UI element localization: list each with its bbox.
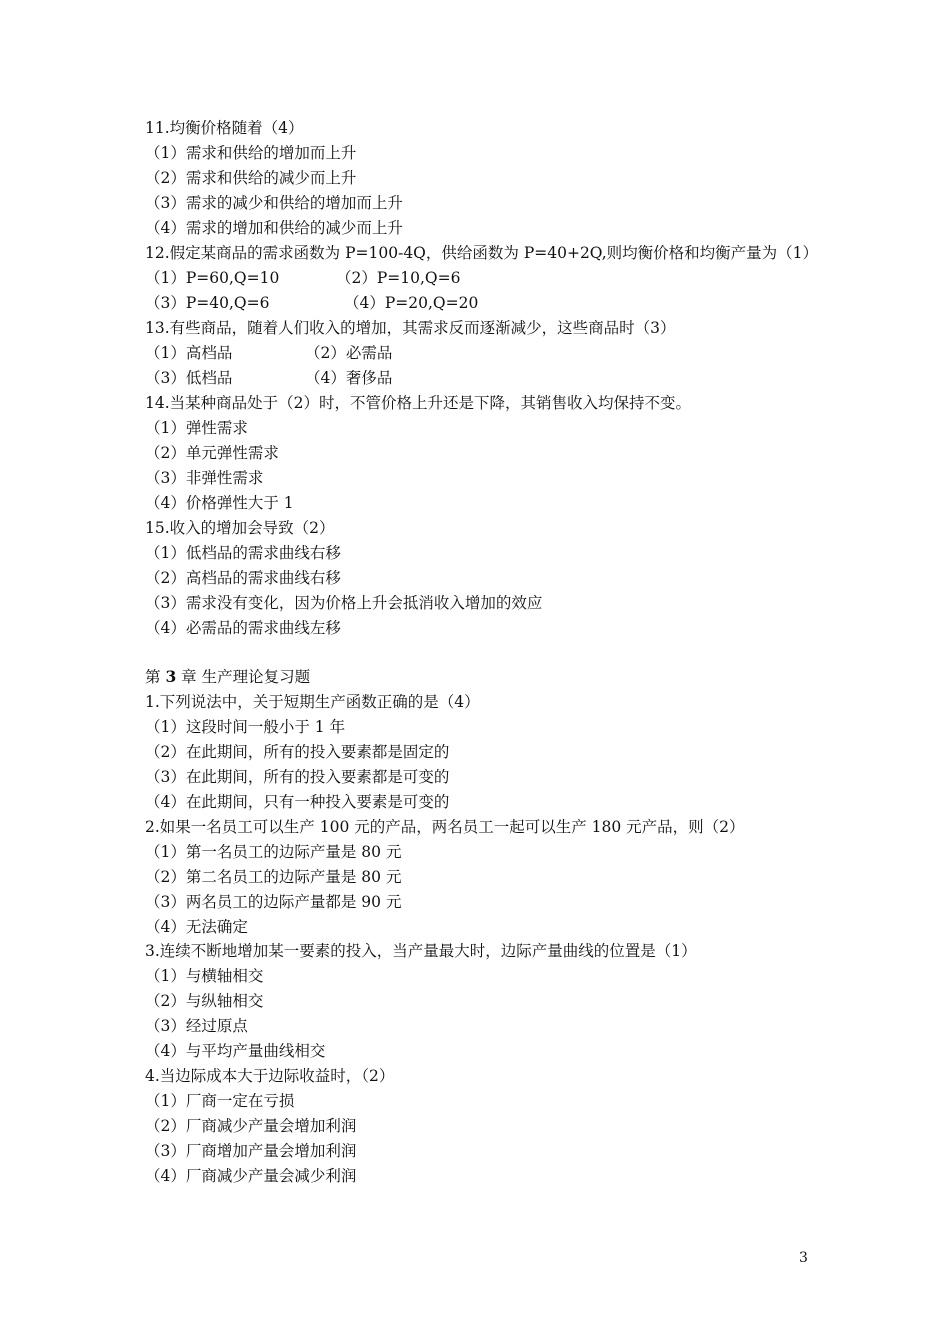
q11-option-4: （4）需求的增加和供给的减少而上升: [145, 219, 403, 237]
ch3-q1-option-1: （1）这段时间一般小于 1 年: [145, 718, 346, 736]
ch3-q1-option-3: （3）在此期间，所有的投入要素都是可变的: [145, 768, 450, 786]
q13-option-4: （4）奢侈品: [305, 369, 393, 387]
ch3-q1-option-4: （4）在此期间，只有一种投入要素是可变的: [145, 793, 450, 811]
q13-option-1: （1）高档品: [145, 344, 233, 362]
q15-option-3: （3）需求没有变化，因为价格上升会抵消收入增加的效应: [145, 594, 543, 612]
ch3-q3-option-4: （4）与平均产量曲线相交: [145, 1042, 326, 1060]
q13-option-2: （2）必需品: [305, 344, 393, 362]
q14-option-3: （3）非弹性需求: [145, 469, 264, 487]
chapter-heading: [145, 667, 310, 687]
q11-option-1: （1）需求和供给的增加而上升: [145, 144, 357, 162]
ch3-question-3: 3.连续不断地增加某一要素的投入，当产量最大时，边际产量曲线的位置是（1）: [145, 942, 697, 960]
ch3-question-4: 4.当边际成本大于边际收益时，（2）: [145, 1067, 395, 1085]
question-13: 13.有些商品，随着人们收入的增加，其需求反而逐渐减少，这些商品时（3）: [145, 319, 676, 337]
question-14: 14.当某种商品处于（2）时，不管价格上升还是下降，其销售收入均保持不变。: [145, 394, 692, 412]
q15-option-2: （2）高档品的需求曲线右移: [145, 569, 341, 587]
ch3-q1-option-2: （2）在此期间，所有的投入要素都是固定的: [145, 743, 450, 761]
ch3-question-1: 1.下列说法中，关于短期生产函数正确的是（4）: [145, 693, 480, 711]
q12-option-4: （4）P=20,Q=20: [344, 294, 479, 312]
ch3-question-2: 2.如果一名员工可以生产 100 元的产品，两名员工一起可以生产 180 元产品，则（2）: [145, 818, 745, 836]
ch3-q2-option-4: （4）无法确定: [145, 918, 248, 936]
ch3-q3-option-2: （2）与纵轴相交: [145, 992, 264, 1010]
q13-option-3: （3）低档品: [145, 369, 233, 387]
chapter-heading-number: 3: [165, 667, 177, 686]
question-15: 15.收入的增加会导致（2）: [145, 519, 335, 537]
ch3-q4-option-2: （2）厂商减少产量会增加利润: [145, 1117, 357, 1135]
q14-option-1: （1）弹性需求: [145, 419, 248, 437]
page-number: 3: [799, 1250, 808, 1266]
chapter-heading-suffix: 章 生产理论复习题: [176, 668, 311, 686]
ch3-q3-option-3: （3）经过原点: [145, 1017, 248, 1035]
ch3-q2-option-2: （2）第二名员工的边际产量是 80 元: [145, 868, 402, 886]
chapter-heading-prefix: 第: [145, 668, 166, 686]
question-12: 12.假定某商品的需求函数为 P=100-4Q，供给函数为 P=40+2Q,则均衡价格和均衡产量为（1）: [145, 244, 819, 262]
ch3-q4-option-3: （3）厂商增加产量会增加利润: [145, 1142, 357, 1160]
ch3-q4-option-1: （1）厂商一定在亏损: [145, 1092, 295, 1110]
q15-option-4: （4）必需品的需求曲线左移: [145, 619, 341, 637]
q12-option-1: （1）P=60,Q=10: [145, 269, 280, 287]
ch3-q2-option-3: （3）两名员工的边际产量都是 90 元: [145, 893, 402, 911]
question-11: 11.均衡价格随着（4）: [145, 119, 304, 137]
ch3-q2-option-1: （1）第一名员工的边际产量是 80 元: [145, 843, 402, 861]
q15-option-1: （1）低档品的需求曲线右移: [145, 544, 341, 562]
q12-option-2: （2）P=10,Q=6: [336, 269, 461, 287]
q11-option-2: （2）需求和供给的减少而上升: [145, 169, 357, 187]
q14-option-2: （2）单元弹性需求: [145, 444, 279, 462]
q14-option-4: （4）价格弹性大于 1: [145, 494, 294, 512]
q11-option-3: （3）需求的减少和供给的增加而上升: [145, 194, 403, 212]
q12-option-3: （3）P=40,Q=6: [145, 294, 270, 312]
ch3-q3-option-1: （1）与横轴相交: [145, 967, 264, 985]
ch3-q4-option-4: （4）厂商减少产量会减少利润: [145, 1167, 357, 1185]
